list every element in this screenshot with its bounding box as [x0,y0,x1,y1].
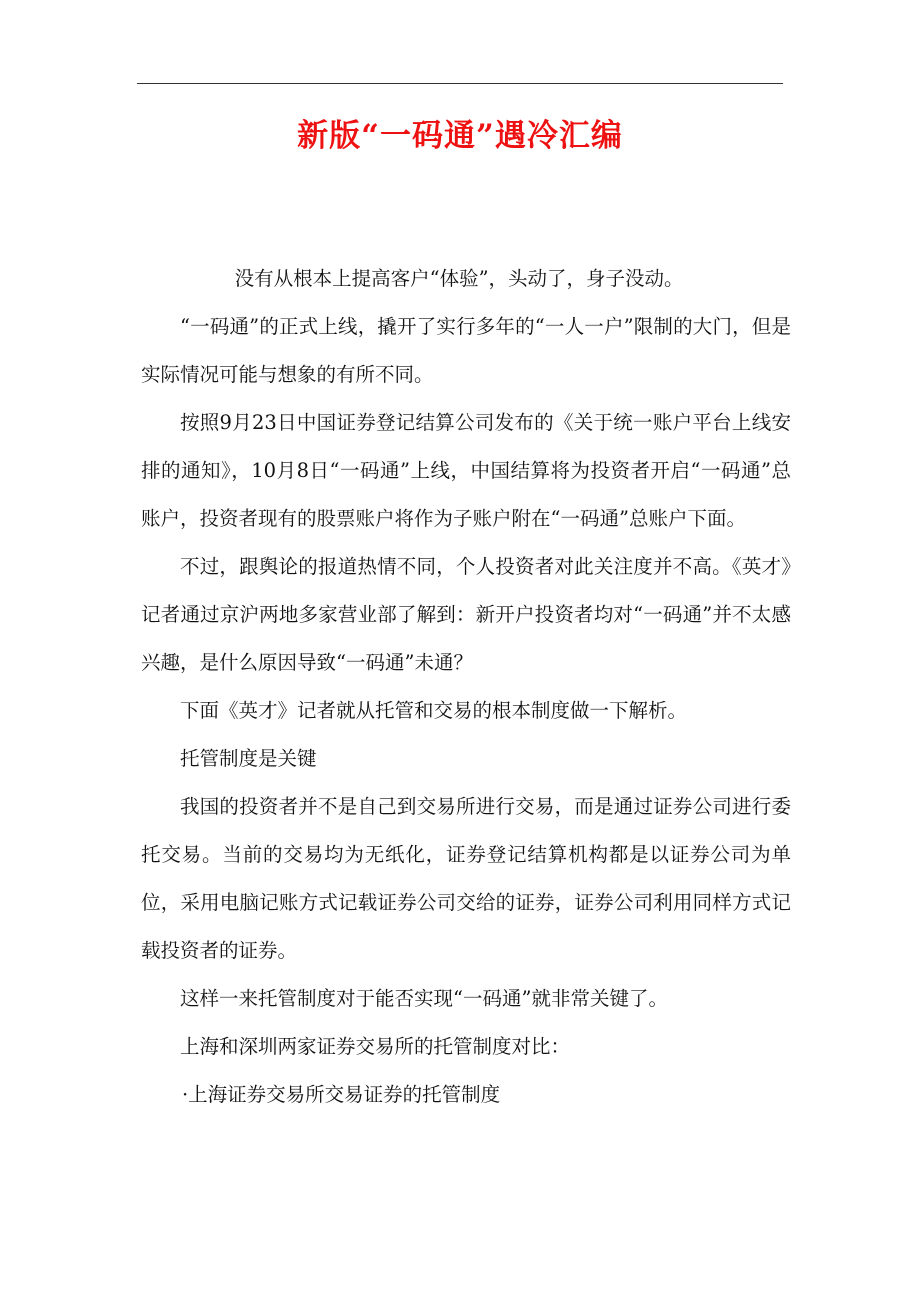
document-body [141,255,791,1119]
section-heading: 托管制度是关键 [180,747,317,770]
paragraph: 我国的投资者并不是自己到交易所进行交易，而是通过证券公司进行委托交易。当前的交易均为无纸化，证券登记结算机构都是以证券公司为单位，采用电脑记账方式记载证券公司交给的证券，证券公司利用同样方式记载投资者的证券。 [141,795,791,962]
paragraph-intro: 没有从根本上提高客户“体验”，头动了，身子没动。 [234,267,684,290]
document-title: 新版“一码通”遇冷汇编 [297,118,623,154]
paragraph: “一码通”的正式上线，撬开了实行多年的“一人一户”限制的大门，但是实际情况可能与想象的有所不同。 [141,315,791,386]
header-rule [137,83,783,84]
paragraph: 按照9月23日中国证券登记结算公司发布的《关于统一账户平台上线安排的通知》，10月8日“一码通”上线，中国结算将为投资者开启“一码通”总账户，投资者现有的股票账户将作为子账户附在“一码通”总账户下面。 [141,411,791,530]
bullet-item: ·上海证券交易所交易证券的托管制度 [181,1083,501,1106]
paragraph: 上海和深圳两家证券交易所的托管制度对比： [180,1035,571,1058]
paragraph: 不过，跟舆论的报道热情不同，个人投资者对此关注度并不高。《英才》记者通过京沪两地多家营业部了解到：新开户投资者均对“一码通”并不太感兴趣，是什么原因导致“一码通”未通？ [141,555,791,674]
paragraph: 这样一来托管制度对于能否实现“一码通”就非常关键了。 [180,987,668,1010]
paragraph: 下面《英才》记者就从托管和交易的根本制度做一下解析。 [180,699,688,722]
